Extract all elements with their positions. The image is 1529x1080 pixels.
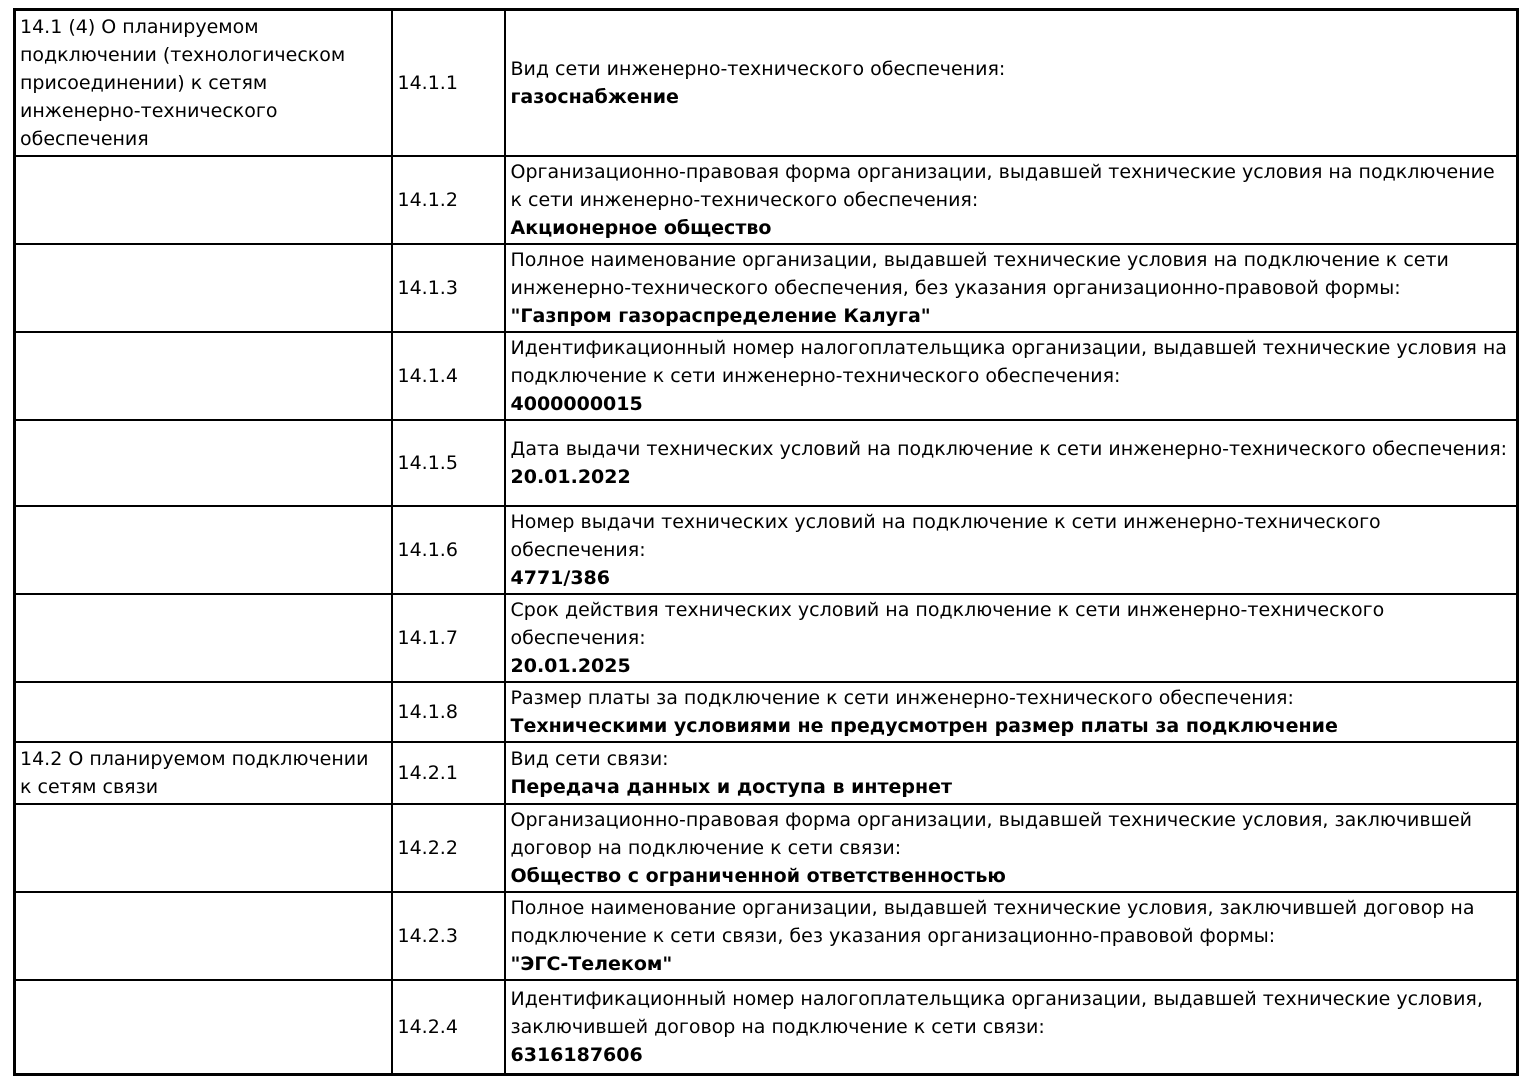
table-row xyxy=(15,10,1518,157)
table-row xyxy=(15,332,1518,420)
section-title-empty xyxy=(15,332,392,420)
row-code: 14.1.4 xyxy=(392,332,505,420)
row-code: 14.1.1 xyxy=(392,10,505,157)
row-code: 14.1.2 xyxy=(392,156,505,244)
table-row xyxy=(15,892,1518,980)
section-title-empty xyxy=(15,980,392,1074)
row-content xyxy=(505,156,1518,244)
row-content xyxy=(505,420,1518,506)
section-title-empty xyxy=(15,594,392,682)
table-row xyxy=(15,980,1518,1074)
row-content xyxy=(505,980,1518,1074)
row-code: 14.2.4 xyxy=(392,980,505,1074)
field-value: Общество с ограниченной ответственностью xyxy=(510,865,1006,887)
field-label: Полное наименование организации, выдавшей технические условия, заключившей договор на подключение к сети связи, без указания организационно-правовой формы: xyxy=(510,897,1475,947)
row-content xyxy=(505,594,1518,682)
field-label: Вид сети связи: xyxy=(510,748,669,770)
row-content xyxy=(505,10,1518,157)
row-code: 14.1.3 xyxy=(392,244,505,332)
table-row xyxy=(15,742,1518,804)
table-row xyxy=(15,594,1518,682)
row-code: 14.2.3 xyxy=(392,892,505,980)
section-title-empty xyxy=(15,156,392,244)
field-label: Идентификационный номер налогоплательщика организации, выдавшей технические условия на подключение к сети инженерно-технического обеспечения: xyxy=(510,337,1507,387)
row-code: 14.2.2 xyxy=(392,804,505,892)
field-value: "ЭГС-Телеком" xyxy=(510,953,673,975)
field-value: газоснабжение xyxy=(510,86,679,108)
field-label: Полное наименование организации, выдавшей технические условия на подключение к сети инженерно-технического обеспечения, без указания организационно-правовой формы: xyxy=(510,249,1449,299)
field-value: 20.01.2022 xyxy=(510,466,631,488)
field-value: 4000000015 xyxy=(510,393,643,415)
table-row xyxy=(15,244,1518,332)
field-value: 20.01.2025 xyxy=(510,655,631,677)
table-row xyxy=(15,804,1518,892)
field-value: Техническими условиями не предусмотрен размер платы за подключение xyxy=(510,715,1338,737)
section-title-empty xyxy=(15,892,392,980)
row-content xyxy=(505,682,1518,742)
section-title: 14.2 О планируемом подключении к сетям связи xyxy=(15,742,392,804)
field-label: Размер платы за подключение к сети инженерно-технического обеспечения: xyxy=(510,687,1294,709)
table-row xyxy=(15,420,1518,506)
field-value: 4771/386 xyxy=(510,567,610,589)
table-row xyxy=(15,156,1518,244)
field-value: Акционерное общество xyxy=(510,217,772,239)
field-label: Вид сети инженерно-технического обеспечения: xyxy=(510,58,1006,80)
row-content xyxy=(505,244,1518,332)
row-content xyxy=(505,892,1518,980)
field-value: 6316187606 xyxy=(510,1043,643,1066)
row-code: 14.1.6 xyxy=(392,506,505,594)
row-content xyxy=(505,506,1518,594)
field-label: Дата выдачи технических условий на подключение к сети инженерно-технического обеспечения: xyxy=(510,438,1508,460)
row-content xyxy=(505,332,1518,420)
section-title-empty xyxy=(15,420,392,506)
section-title-empty xyxy=(15,244,392,332)
row-code: 14.2.1 xyxy=(392,742,505,804)
table-row xyxy=(15,682,1518,742)
field-label: Идентификационный номер налогоплательщика организации, выдавшей технические условия, заключившей договор на подключение к сети связи: xyxy=(510,987,1483,1038)
field-value: "Газпром газораспределение Калуга" xyxy=(510,305,931,327)
row-code: 14.1.7 xyxy=(392,594,505,682)
section-title-empty xyxy=(15,506,392,594)
table-row xyxy=(15,506,1518,594)
field-label: Организационно-правовая форма организации, выдавшей технические условия, заключившей договор на подключение к сети связи: xyxy=(510,809,1473,859)
utilities-connection-table xyxy=(13,8,1519,1076)
field-label: Номер выдачи технических условий на подключение к сети инженерно-технического обеспечения: xyxy=(510,511,1381,561)
row-code: 14.1.8 xyxy=(392,682,505,742)
section-title-empty xyxy=(15,804,392,892)
row-code: 14.1.5 xyxy=(392,420,505,506)
field-label: Организационно-правовая форма организации, выдавшей технические условия на подключение к сети инженерно-технического обеспечения: xyxy=(510,161,1495,211)
row-content xyxy=(505,742,1518,804)
section-title-empty xyxy=(15,682,392,742)
field-label: Срок действия технических условий на подключение к сети инженерно-технического обеспечения: xyxy=(510,599,1385,649)
row-content xyxy=(505,804,1518,892)
field-value: Передача данных и доступа в интернет xyxy=(510,776,953,798)
section-title: 14.1 (4) О планируемом подключении (технологическом присоединении) к сетям инженерно-технического обеспечения xyxy=(15,10,392,157)
